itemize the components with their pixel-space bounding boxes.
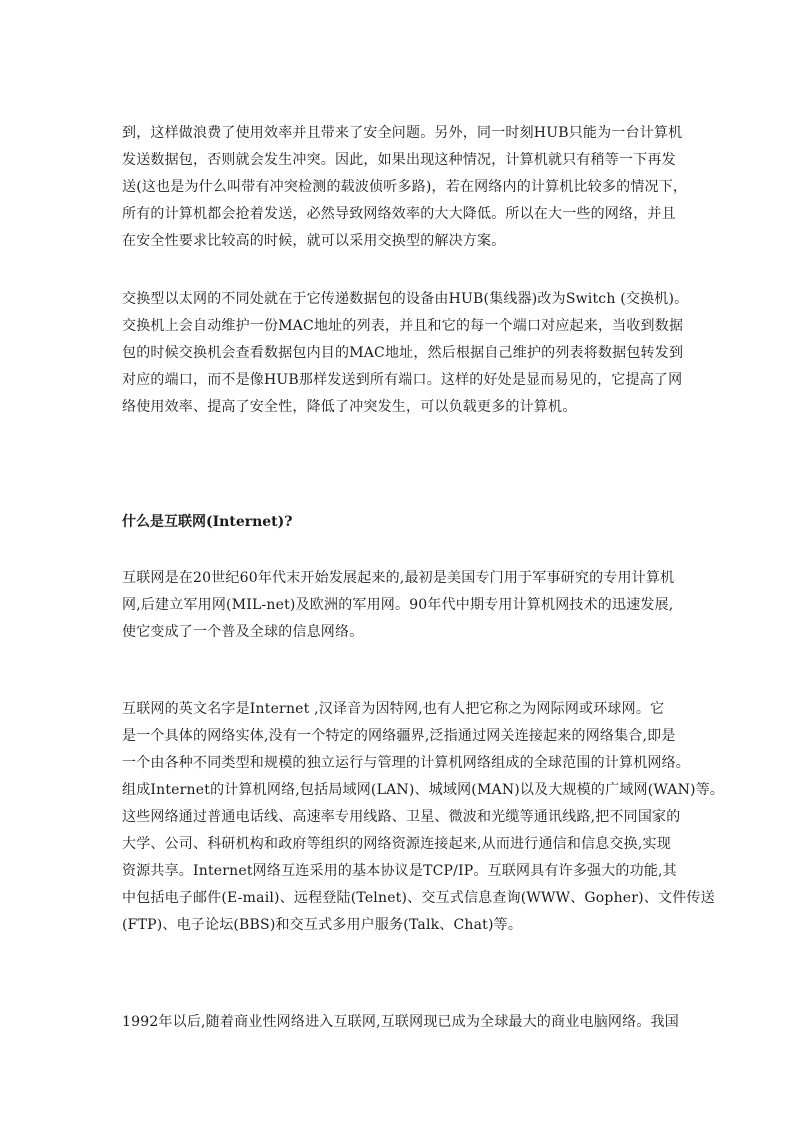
paragraph-switched-ethernet [122, 286, 688, 421]
paragraph-hub-collision [122, 120, 687, 255]
text-line: 交换机上会自动维护一份MAC地址的列表，并且和它的每一个端口对应起来，当收到数据 [122, 318, 684, 334]
text-line: 发送数据包，否则就会发生冲突。因此，如果出现这种情况，计算机就只有稍等一下再发 [122, 152, 676, 168]
paragraph-internet-history [122, 565, 674, 646]
text-line: 对应的端口，而不是像HUB那样发送到所有端口。这样的好处是显而易见的，它提高了网 [122, 372, 683, 388]
text-line: 组成Internet的计算机网络,包括局域网(LAN)、城域网(MAN)以及大规模的广域网(WAN)等。 [122, 782, 725, 798]
text-line: 交换型以太网的不同处就在于它传递数据包的设备由HUB(集线器)改为Switch (交换机)。 [122, 291, 689, 307]
text-line: 络使用效率、提高了安全性，降低了冲突发生，可以负载更多的计算机。 [122, 399, 577, 415]
text-line: 送(这也是为什么叫带有冲突检测的载波侦听多路)，若在网络内的计算机比较多的情况下， [122, 179, 688, 195]
text-line: 资源共享。Internet网络互连采用的基本协议是TCP/IP。互联网具有许多强大的功能,其 [122, 863, 677, 879]
text-line: 中包括电子邮件(E-mail)、远程登陆(Telnet)、交互式信息查询(WWW、Gopher)、文件传送 [122, 890, 715, 906]
section-heading-internet: 什么是互联网(Internet)? [122, 514, 293, 530]
text-line: 在安全性要求比较高的时候，就可以采用交换型的解决方案。 [122, 233, 506, 249]
text-line: 大学、公司、科研机构和政府等组织的网络资源连接起来,从而进行通信和信息交换,实现 [122, 836, 671, 852]
text-line: 互联网是在20世纪60年代末开始发展起来的,最初是美国专门用于军事研究的专用计算机 [122, 570, 675, 586]
text-line: 1992年以后,随着商业性网络进入互联网,互联网现已成为全球最大的商业电脑网络。我国 [122, 1014, 679, 1030]
paragraph-commercial-internet [122, 1009, 679, 1036]
text-line: 一个由各种不同类型和规模的独立运行与管理的计算机网络组成的全球范围的计算机网络。 [122, 755, 690, 771]
text-line: 所有的计算机都会抢着发送，必然导致网络效率的大大降低。所以在大一些的网络，并且 [122, 206, 676, 222]
text-line: 是一个具体的网络实体,没有一个特定的网络疆界,泛指通过网关连接起来的网络集合,即是 [122, 728, 676, 744]
text-line: 到，这样做浪费了使用效率并且带来了安全问题。另外，同一时刻HUB只能为一台计算机 [122, 125, 683, 141]
text-line: 使它变成了一个普及全球的信息网络。 [122, 624, 364, 640]
text-line: 互联网的英文名字是Internet ,汉译音为因特网,也有人把它称之为网际网或环球网。它 [122, 701, 665, 717]
paragraph-internet-definition [122, 696, 724, 939]
text-line: 这些网络通过普通电话线、高速率专用线路、卫星、微波和光缆等通讯线路,把不同国家的 [122, 809, 681, 825]
text-line: (FTP)、电子论坛(BBS)和交互式多用户服务(Talk、Chat)等。 [122, 917, 523, 933]
text-line: 网,后建立军用网(MIL-net)及欧洲的军用网。90年代中期专用计算机网技术的迅速发展, [122, 597, 674, 613]
text-line: 包的时候交换机会查看数据包内目的MAC地址，然后根据自己维护的列表将数据包转发到 [122, 345, 684, 361]
